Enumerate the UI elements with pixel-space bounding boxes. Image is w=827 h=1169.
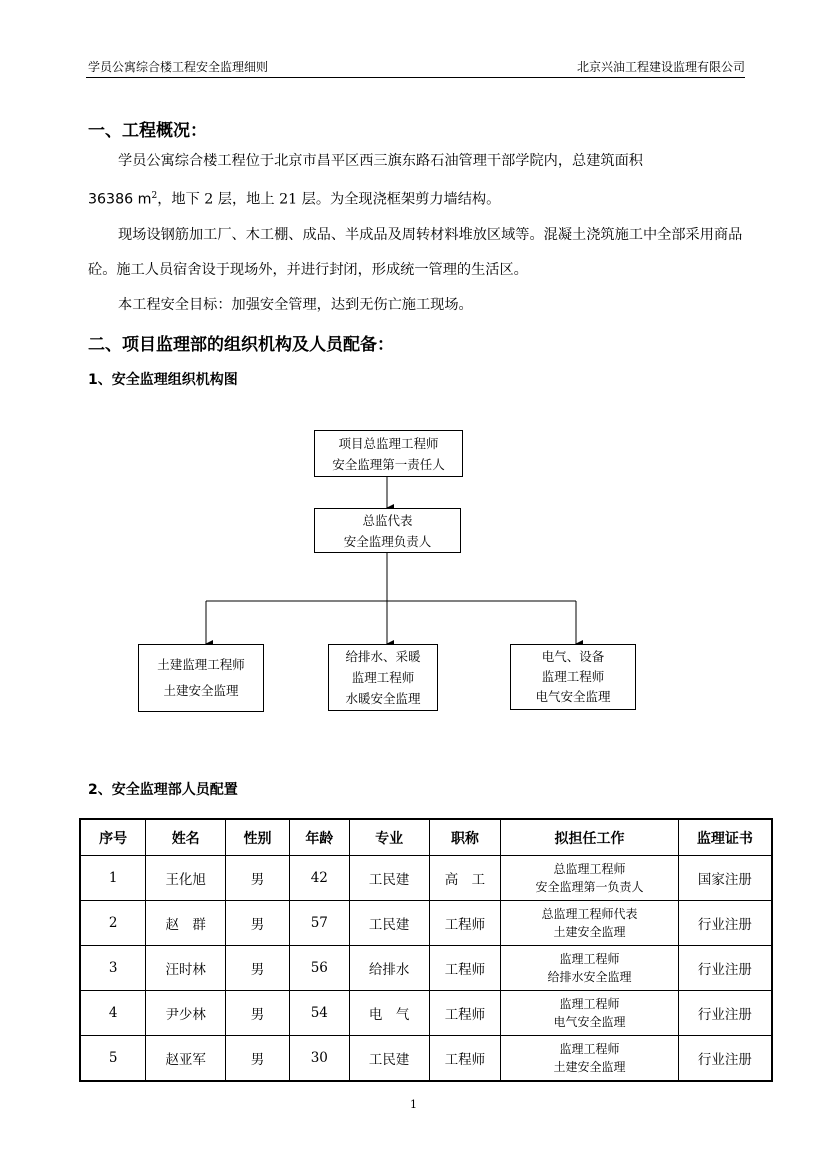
cell-specialty: 工民建 (349, 901, 429, 946)
cell-role (501, 1036, 678, 1082)
cell-role-line1: 总监理工程师代表 (541, 907, 638, 921)
cell-role-line2: 安全监理第一负责人 (535, 880, 644, 894)
staff-table (79, 818, 773, 1082)
header-title: 职称 (429, 819, 501, 856)
header-company-name: 北京兴油工程建设监理有限公司 (576, 60, 745, 74)
table-row (80, 901, 772, 946)
cell-role (501, 991, 678, 1036)
cell-age: 42 (289, 856, 349, 901)
org-box-chief-engineer (314, 430, 463, 477)
cell-role (501, 946, 678, 991)
cell-certificate: 行业注册 (678, 901, 772, 946)
overview-floors: ，地下 2 层，地上 21 层。为全现浇框架剪力墙结构。 (157, 191, 501, 208)
cell-role-line1: 监理工程师 (559, 952, 620, 966)
cell-role-line1: 监理工程师 (559, 1042, 620, 1056)
cell-title: 工程师 (429, 1036, 501, 1082)
cell-certificate: 行业注册 (678, 946, 772, 991)
cell-role-line2: 土建安全监理 (553, 925, 626, 939)
table-row (80, 946, 772, 991)
cell-index: 4 (80, 991, 146, 1036)
cell-name: 赵 群 (146, 901, 226, 946)
cell-role-line1: 监理工程师 (559, 997, 620, 1011)
cell-age: 30 (289, 1036, 349, 1082)
cell-age: 54 (289, 991, 349, 1036)
cell-specialty: 工民建 (349, 1036, 429, 1082)
header-role: 拟担任工作 (501, 819, 678, 856)
org-box-chief-representative-line2: 安全监理负责人 (343, 533, 432, 549)
cell-specialty: 电 气 (349, 991, 429, 1036)
cell-gender: 男 (226, 1036, 290, 1082)
cell-name: 王化旭 (146, 856, 226, 901)
cell-name: 赵亚军 (146, 1036, 226, 1082)
table-row (80, 991, 772, 1036)
cell-specialty: 给排水 (349, 946, 429, 991)
table-row (80, 856, 772, 901)
staff-table-header-row (80, 819, 772, 856)
area-unit-superscript: 2 (151, 191, 158, 201)
org-box-electrical-engineer-line1: 电气、设备 (541, 649, 605, 664)
org-box-plumbing-engineer-line1: 给排水、采暖 (345, 649, 421, 664)
cell-index: 1 (80, 856, 146, 901)
cell-age: 57 (289, 901, 349, 946)
org-box-plumbing-engineer (328, 644, 438, 711)
cell-role-line2: 电气安全监理 (553, 1015, 626, 1029)
org-box-chief-engineer-line2: 安全监理第一责任人 (332, 456, 445, 472)
header-document-title: 学员公寓综合楼工程安全监理细则 (88, 60, 269, 74)
header-gender: 性别 (226, 819, 290, 856)
header-specialty: 专业 (349, 819, 429, 856)
org-box-chief-representative-line1: 总监代表 (362, 512, 413, 528)
org-box-civil-engineer-line1: 土建监理工程师 (157, 657, 245, 672)
cell-index: 5 (80, 1036, 146, 1082)
cell-name: 尹少林 (146, 991, 226, 1036)
cell-certificate: 国家注册 (678, 856, 772, 901)
header-age: 年龄 (289, 819, 349, 856)
cell-title: 工程师 (429, 901, 501, 946)
cell-gender: 男 (226, 901, 290, 946)
org-box-electrical-engineer (510, 644, 636, 710)
cell-role-line2: 给排水安全监理 (547, 970, 632, 984)
cell-role (501, 901, 678, 946)
cell-gender: 男 (226, 946, 290, 991)
paragraph-overview-line1: 学员公寓综合楼工程位于北京市昌平区西三旗东路石油管理干部学院内，总建筑面积 (118, 153, 643, 169)
paragraph-site-layout: 现场设钢筋加工厂、木工棚、成品、半成品及周转材料堆放区域等。混凝土浇筑施工中全部采用商品砼。施工人员宿舍设于现场外，并进行封闭，形成统一管理的生活区。 (88, 226, 743, 278)
org-box-plumbing-engineer-line3: 水暖安全监理 (345, 691, 421, 706)
section-1-title: 一、工程概况： (88, 121, 207, 141)
area-value: 36386 m (88, 191, 152, 208)
header-certificate: 监理证书 (678, 819, 772, 856)
org-box-civil-engineer (138, 644, 264, 712)
org-box-chief-representative (314, 508, 461, 553)
org-box-electrical-engineer-line3: 电气安全监理 (535, 689, 611, 704)
cell-index: 2 (80, 901, 146, 946)
cell-specialty: 工民建 (349, 856, 429, 901)
org-box-civil-engineer-line2: 土建安全监理 (163, 683, 239, 698)
cell-role-line1: 总监理工程师 (553, 862, 626, 876)
cell-certificate: 行业注册 (678, 991, 772, 1036)
org-box-chief-engineer-line1: 项目总监理工程师 (338, 435, 439, 451)
cell-index: 3 (80, 946, 146, 991)
cell-age: 56 (289, 946, 349, 991)
cell-role (501, 856, 678, 901)
header-name: 姓名 (146, 819, 226, 856)
org-box-electrical-engineer-line2: 监理工程师 (541, 669, 605, 684)
subsection-org-chart-title: 1、安全监理组织机构图 (88, 372, 238, 388)
org-box-plumbing-engineer-line2: 监理工程师 (351, 670, 415, 685)
cell-gender: 男 (226, 991, 290, 1036)
header-index: 序号 (80, 819, 146, 856)
cell-certificate: 行业注册 (678, 1036, 772, 1082)
section-2-title: 二、项目监理部的组织机构及人员配备： (88, 335, 394, 355)
cell-title: 工程师 (429, 946, 501, 991)
cell-title: 高 工 (429, 856, 501, 901)
page-number: 1 (410, 1098, 417, 1111)
cell-role-line2: 土建安全监理 (553, 1060, 626, 1074)
subsection-staff-title: 2、安全监理部人员配置 (88, 782, 238, 798)
cell-title: 工程师 (429, 991, 501, 1036)
cell-name: 汪时林 (146, 946, 226, 991)
table-row (80, 1036, 772, 1082)
paragraph-safety-goal: 本工程安全目标：加强安全管理，达到无伤亡施工现场。 (118, 296, 473, 313)
cell-gender: 男 (226, 856, 290, 901)
